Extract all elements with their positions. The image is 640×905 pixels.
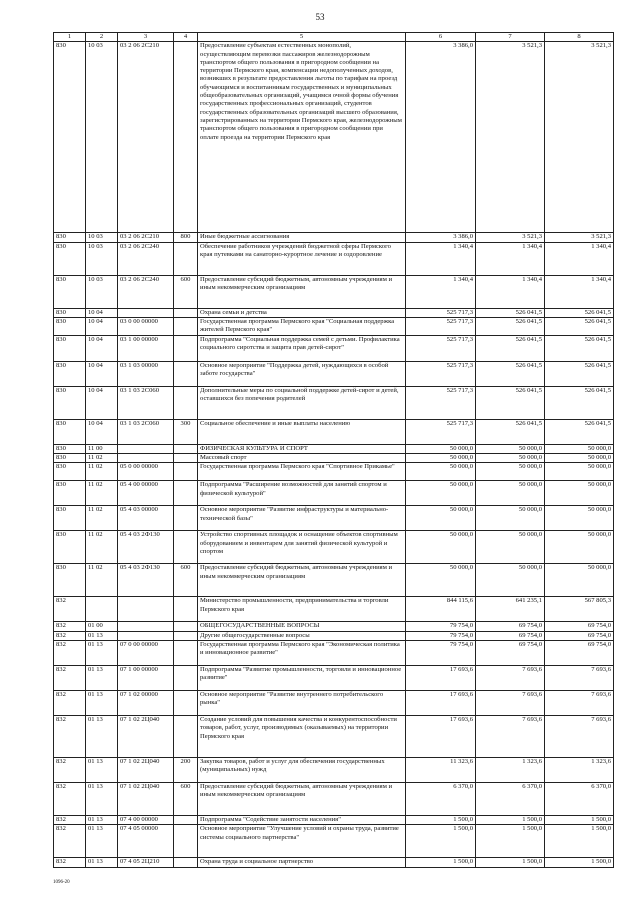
- amount-year1-cell: 6 370,0: [406, 783, 476, 816]
- amount-year2-cell: 641 235,1: [476, 597, 545, 622]
- target-article-cell: 07 4 00 00000: [118, 816, 174, 825]
- amount-year2-cell: 7 693,6: [476, 666, 545, 691]
- description-cell: Подпрограмма "Развитие промышленности, торговли и инновационное развитие": [198, 666, 406, 691]
- target-article-cell: 05 4 03 2Ф130: [118, 531, 174, 564]
- ministry-code-cell: 832: [54, 622, 86, 631]
- amount-year2-cell: 3 521,3: [476, 42, 545, 233]
- ministry-code-cell: 830: [54, 42, 86, 233]
- amount-year1-cell: 79 754,0: [406, 641, 476, 666]
- header-cell: 5: [198, 33, 406, 42]
- expense-type-cell: [174, 42, 198, 233]
- target-article-cell: 07 1 02 00000: [118, 691, 174, 716]
- target-article-cell: 05 0 00 00000: [118, 463, 174, 481]
- amount-year3-cell: 6 370,0: [545, 783, 614, 816]
- amount-year2-cell: 6 370,0: [476, 783, 545, 816]
- table-row: [54, 641, 614, 666]
- target-article-cell: [118, 308, 174, 317]
- amount-year3-cell: 526 041,5: [545, 361, 614, 386]
- amount-year1-cell: 844 115,6: [406, 597, 476, 622]
- amount-year3-cell: 3 521,3: [545, 42, 614, 233]
- description-cell: Подпрограмма "Социальная поддержка семей с детьми. Профилактика социального сиротства и защита прав детей-сирот": [198, 335, 406, 361]
- expense-type-cell: [174, 666, 198, 691]
- section-code-cell: [86, 597, 118, 622]
- header-cell: 3: [118, 33, 174, 42]
- ministry-code-cell: 830: [54, 317, 86, 335]
- target-article-cell: 07 4 05 00000: [118, 825, 174, 858]
- header-cell: 6: [406, 33, 476, 42]
- amount-year3-cell: 50 000,0: [545, 454, 614, 463]
- amount-year2-cell: 526 041,5: [476, 419, 545, 444]
- table-row: [54, 275, 614, 308]
- target-article-cell: 05 4 00 00000: [118, 481, 174, 506]
- expense-type-cell: [174, 463, 198, 481]
- amount-year2-cell: 526 041,5: [476, 361, 545, 386]
- section-code-cell: 10 04: [86, 361, 118, 386]
- section-code-cell: 01 13: [86, 716, 118, 758]
- target-article-cell: [118, 444, 174, 453]
- description-cell: Основное мероприятие "Поддержка детей, нуждающихся в особой заботе государства": [198, 361, 406, 386]
- expense-type-cell: [174, 641, 198, 666]
- target-article-cell: 03 1 00 00000: [118, 335, 174, 361]
- expense-type-cell: 300: [174, 419, 198, 444]
- table-row: [54, 597, 614, 622]
- section-code-cell: 01 13: [86, 816, 118, 825]
- section-code-cell: 01 13: [86, 631, 118, 640]
- ministry-code-cell: 830: [54, 361, 86, 386]
- header-cell: 8: [545, 33, 614, 42]
- amount-year3-cell: 69 754,0: [545, 641, 614, 666]
- description-cell: ОБЩЕГОСУДАРСТВЕННЫЕ ВОПРОСЫ: [198, 622, 406, 631]
- table-row: [54, 622, 614, 631]
- amount-year3-cell: 1 340,4: [545, 242, 614, 275]
- expense-type-cell: [174, 454, 198, 463]
- amount-year2-cell: 526 041,5: [476, 386, 545, 419]
- table-row: [54, 361, 614, 386]
- amount-year3-cell: 7 693,6: [545, 666, 614, 691]
- amount-year1-cell: 17 693,6: [406, 691, 476, 716]
- description-cell: Обеспечение работников учреждений бюджетной сферы Пермского края путевками на санаторно-курортное лечение и оздоровление: [198, 242, 406, 275]
- amount-year2-cell: 1 500,0: [476, 858, 545, 867]
- amount-year2-cell: 7 693,6: [476, 716, 545, 758]
- expense-type-cell: [174, 481, 198, 506]
- amount-year1-cell: 1 500,0: [406, 858, 476, 867]
- amount-year2-cell: 50 000,0: [476, 444, 545, 453]
- section-code-cell: 01 13: [86, 641, 118, 666]
- amount-year1-cell: 1 500,0: [406, 825, 476, 858]
- target-article-cell: 03 2 06 2С240: [118, 275, 174, 308]
- section-code-cell: 10 03: [86, 275, 118, 308]
- ministry-code-cell: 830: [54, 419, 86, 444]
- ministry-code-cell: 832: [54, 597, 86, 622]
- target-article-cell: 07 4 05 2Ц210: [118, 858, 174, 867]
- ministry-code-cell: 830: [54, 564, 86, 597]
- table-row: [54, 317, 614, 335]
- section-code-cell: 11 02: [86, 481, 118, 506]
- section-code-cell: 10 04: [86, 419, 118, 444]
- target-article-cell: 03 2 06 2С240: [118, 242, 174, 275]
- amount-year1-cell: 1 500,0: [406, 816, 476, 825]
- expense-type-cell: 200: [174, 758, 198, 783]
- amount-year1-cell: 50 000,0: [406, 454, 476, 463]
- amount-year3-cell: 1 323,6: [545, 758, 614, 783]
- section-code-cell: 11 02: [86, 463, 118, 481]
- amount-year1-cell: 3 386,0: [406, 42, 476, 233]
- amount-year3-cell: 50 000,0: [545, 506, 614, 531]
- table-row: [54, 858, 614, 867]
- section-code-cell: 01 13: [86, 783, 118, 816]
- description-cell: Создание условий для повышения качества и конкурентоспособности товаров, работ, услуг, производимых (оказываемых) на территории Пермского края: [198, 716, 406, 758]
- amount-year1-cell: 3 386,0: [406, 233, 476, 242]
- description-cell: Подпрограмма "Содействие занятости населения": [198, 816, 406, 825]
- table-row: [54, 825, 614, 858]
- expense-type-cell: [174, 622, 198, 631]
- amount-year3-cell: 1 500,0: [545, 858, 614, 867]
- ministry-code-cell: 830: [54, 275, 86, 308]
- description-cell: Основное мероприятие "Развитие инфраструктуры и материально-технической базы": [198, 506, 406, 531]
- target-article-cell: 07 0 00 00000: [118, 641, 174, 666]
- ministry-code-cell: 830: [54, 463, 86, 481]
- description-cell: Предоставление субъектам естественных монополий, осуществляющим перевозки пассажиров железнодорожным транспортом общего пользования в пригородном сообщении на территории Пермского края, компенсации недополученных доходов, возникших в результате предоставления льготы по тарифам на проезд обучающимся и воспитанникам государственных и муниципальных общеобразовательных организаций, учащимся очной формы обучения государственных профессиональных организаций, студентов государственных образовательных организаций высшего образования, зарегистрированных на территории Пермского края, железнодорожным транспортом общего пользования в пригородном сообщении при оплате проезда на территории Пермского края: [198, 42, 406, 233]
- ministry-code-cell: 830: [54, 308, 86, 317]
- description-cell: Государственная программа Пермского края "Спортивное Прикамье": [198, 463, 406, 481]
- expense-type-cell: [174, 308, 198, 317]
- ministry-code-cell: 830: [54, 481, 86, 506]
- amount-year1-cell: 525 717,3: [406, 317, 476, 335]
- section-code-cell: 10 03: [86, 233, 118, 242]
- expense-type-cell: [174, 242, 198, 275]
- amount-year3-cell: 50 000,0: [545, 531, 614, 564]
- ministry-code-cell: 830: [54, 506, 86, 531]
- table-row: [54, 463, 614, 481]
- description-cell: Министерство промышленности, предпринимательства и торговли Пермского края: [198, 597, 406, 622]
- description-cell: Государственная программа Пермского края "Экономическая политика и инновационное развитие": [198, 641, 406, 666]
- table-row: [54, 335, 614, 361]
- table-row: [54, 783, 614, 816]
- amount-year1-cell: 50 000,0: [406, 463, 476, 481]
- expense-type-cell: [174, 317, 198, 335]
- ministry-code-cell: 830: [54, 531, 86, 564]
- description-cell: Устройство спортивных площадок и оснащение объектов спортивным оборудованием и инвентарем для занятий физической культурой и спортом: [198, 531, 406, 564]
- target-article-cell: 03 1 03 2С060: [118, 386, 174, 419]
- table-body: [54, 42, 614, 867]
- ministry-code-cell: 832: [54, 783, 86, 816]
- description-cell: Государственная программа Пермского края "Социальная поддержка жителей Пермского края": [198, 317, 406, 335]
- amount-year1-cell: 525 717,3: [406, 386, 476, 419]
- header-cell: 7: [476, 33, 545, 42]
- amount-year2-cell: 69 754,0: [476, 631, 545, 640]
- amount-year3-cell: 7 693,6: [545, 691, 614, 716]
- section-code-cell: 11 02: [86, 454, 118, 463]
- amount-year3-cell: 1 500,0: [545, 825, 614, 858]
- target-article-cell: [118, 454, 174, 463]
- section-code-cell: 11 02: [86, 531, 118, 564]
- amount-year2-cell: 50 000,0: [476, 463, 545, 481]
- amount-year1-cell: 50 000,0: [406, 564, 476, 597]
- target-article-cell: 03 0 00 00000: [118, 317, 174, 335]
- amount-year2-cell: 69 754,0: [476, 641, 545, 666]
- ministry-code-cell: 832: [54, 825, 86, 858]
- expense-type-cell: [174, 816, 198, 825]
- amount-year2-cell: 50 000,0: [476, 454, 545, 463]
- amount-year3-cell: 50 000,0: [545, 564, 614, 597]
- section-code-cell: 10 04: [86, 386, 118, 419]
- table-row: [54, 564, 614, 597]
- description-cell: Дополнительные меры по социальной поддержке детей-сирот и детей, оставшихся без попечения родителей: [198, 386, 406, 419]
- table-row: [54, 816, 614, 825]
- amount-year2-cell: 3 521,3: [476, 233, 545, 242]
- ministry-code-cell: 832: [54, 816, 86, 825]
- amount-year3-cell: 50 000,0: [545, 481, 614, 506]
- amount-year2-cell: 50 000,0: [476, 481, 545, 506]
- target-article-cell: 07 1 02 2Ц040: [118, 758, 174, 783]
- description-cell: Охрана семьи и детства: [198, 308, 406, 317]
- amount-year1-cell: 17 693,6: [406, 666, 476, 691]
- amount-year3-cell: 1 340,4: [545, 275, 614, 308]
- header-cell: 4: [174, 33, 198, 42]
- amount-year1-cell: 11 323,6: [406, 758, 476, 783]
- section-code-cell: 10 03: [86, 42, 118, 233]
- table-row: [54, 42, 614, 233]
- section-code-cell: 01 13: [86, 858, 118, 867]
- section-code-cell: 10 04: [86, 335, 118, 361]
- expense-type-cell: [174, 597, 198, 622]
- table-row: [54, 531, 614, 564]
- expense-type-cell: 600: [174, 564, 198, 597]
- expense-type-cell: [174, 825, 198, 858]
- ministry-code-cell: 832: [54, 858, 86, 867]
- ministry-code-cell: 832: [54, 716, 86, 758]
- amount-year3-cell: 526 041,5: [545, 335, 614, 361]
- description-cell: Другие общегосударственные вопросы: [198, 631, 406, 640]
- ministry-code-cell: 832: [54, 691, 86, 716]
- description-cell: Основное мероприятие "Развитие внутреннего потребительского рынка": [198, 691, 406, 716]
- amount-year3-cell: 526 041,5: [545, 317, 614, 335]
- target-article-cell: 07 1 02 2Ц040: [118, 783, 174, 816]
- expense-type-cell: [174, 531, 198, 564]
- ministry-code-cell: 832: [54, 641, 86, 666]
- section-code-cell: 01 13: [86, 825, 118, 858]
- description-cell: ФИЗИЧЕСКАЯ КУЛЬТУРА И СПОРТ: [198, 444, 406, 453]
- amount-year1-cell: 50 000,0: [406, 481, 476, 506]
- table-header-row: [54, 33, 614, 42]
- ministry-code-cell: 830: [54, 444, 86, 453]
- description-cell: Иные бюджетные ассигнования: [198, 233, 406, 242]
- ministry-code-cell: 830: [54, 335, 86, 361]
- footer-code: 1096-20: [53, 880, 70, 885]
- expense-type-cell: [174, 444, 198, 453]
- page-number: 53: [315, 12, 325, 22]
- table-row: [54, 666, 614, 691]
- description-cell: Массовый спорт: [198, 454, 406, 463]
- amount-year2-cell: 50 000,0: [476, 506, 545, 531]
- table-row: [54, 691, 614, 716]
- table-row: [54, 716, 614, 758]
- target-article-cell: 07 1 02 2Ц040: [118, 716, 174, 758]
- target-article-cell: 03 1 03 2С060: [118, 419, 174, 444]
- expense-type-cell: [174, 691, 198, 716]
- amount-year1-cell: 50 000,0: [406, 506, 476, 531]
- amount-year2-cell: 526 041,5: [476, 335, 545, 361]
- table-row: [54, 506, 614, 531]
- expense-type-cell: [174, 716, 198, 758]
- amount-year1-cell: 525 717,3: [406, 419, 476, 444]
- description-cell: Закупка товаров, работ и услуг для обеспечения государственных (муниципальных) нужд: [198, 758, 406, 783]
- target-article-cell: [118, 631, 174, 640]
- expense-type-cell: [174, 335, 198, 361]
- description-cell: Предоставление субсидий бюджетным, автономным учреждениям и иным некоммерческим организациям: [198, 564, 406, 597]
- amount-year3-cell: 7 693,6: [545, 716, 614, 758]
- amount-year2-cell: 1 500,0: [476, 816, 545, 825]
- target-article-cell: 03 1 03 00000: [118, 361, 174, 386]
- ministry-code-cell: 830: [54, 233, 86, 242]
- expense-type-cell: 800: [174, 233, 198, 242]
- description-cell: Социальное обеспечение и иные выплаты населению: [198, 419, 406, 444]
- amount-year3-cell: 3 521,3: [545, 233, 614, 242]
- amount-year2-cell: 1 323,6: [476, 758, 545, 783]
- target-article-cell: [118, 597, 174, 622]
- amount-year3-cell: 526 041,5: [545, 308, 614, 317]
- amount-year1-cell: 50 000,0: [406, 531, 476, 564]
- amount-year1-cell: 1 340,4: [406, 275, 476, 308]
- ministry-code-cell: 832: [54, 758, 86, 783]
- section-code-cell: 11 00: [86, 444, 118, 453]
- target-article-cell: 07 1 00 00000: [118, 666, 174, 691]
- amount-year1-cell: 1 340,4: [406, 242, 476, 275]
- table-row: [54, 758, 614, 783]
- section-code-cell: 10 04: [86, 308, 118, 317]
- ministry-code-cell: 832: [54, 631, 86, 640]
- amount-year2-cell: 69 754,0: [476, 622, 545, 631]
- description-cell: Подпрограмма "Расширение возможностей для занятий спортом и физической культурой": [198, 481, 406, 506]
- amount-year1-cell: 50 000,0: [406, 444, 476, 453]
- ministry-code-cell: 832: [54, 666, 86, 691]
- expense-type-cell: [174, 386, 198, 419]
- amount-year2-cell: 1 500,0: [476, 825, 545, 858]
- amount-year3-cell: 69 754,0: [545, 631, 614, 640]
- target-article-cell: 03 2 06 2С210: [118, 42, 174, 233]
- header-cell: 1: [54, 33, 86, 42]
- table-row: [54, 454, 614, 463]
- amount-year2-cell: 50 000,0: [476, 564, 545, 597]
- target-article-cell: 05 4 03 00000: [118, 506, 174, 531]
- section-code-cell: 11 02: [86, 564, 118, 597]
- ministry-code-cell: 830: [54, 454, 86, 463]
- expense-type-cell: 600: [174, 275, 198, 308]
- amount-year2-cell: 1 340,4: [476, 242, 545, 275]
- amount-year2-cell: 1 340,4: [476, 275, 545, 308]
- table-row: [54, 631, 614, 640]
- amount-year2-cell: 7 693,6: [476, 691, 545, 716]
- amount-year1-cell: 525 717,3: [406, 335, 476, 361]
- target-article-cell: 05 4 03 2Ф130: [118, 564, 174, 597]
- amount-year3-cell: 50 000,0: [545, 444, 614, 453]
- section-code-cell: 10 04: [86, 317, 118, 335]
- target-article-cell: 03 2 06 2С210: [118, 233, 174, 242]
- description-cell: Предоставление субсидий бюджетным, автономным учреждениям и иным некоммерческим организациям: [198, 275, 406, 308]
- table-row: [54, 308, 614, 317]
- description-cell: Охрана труда и социальное партнерство: [198, 858, 406, 867]
- amount-year3-cell: 69 754,0: [545, 622, 614, 631]
- expense-type-cell: [174, 506, 198, 531]
- amount-year1-cell: 525 717,3: [406, 308, 476, 317]
- description-cell: Основное мероприятие "Улучшение условий и охраны труда, развитие системы социального партнерства": [198, 825, 406, 858]
- amount-year3-cell: 50 000,0: [545, 463, 614, 481]
- table-row: [54, 386, 614, 419]
- amount-year1-cell: 79 754,0: [406, 622, 476, 631]
- ministry-code-cell: 830: [54, 386, 86, 419]
- amount-year3-cell: 526 041,5: [545, 419, 614, 444]
- table-row: [54, 242, 614, 275]
- table-row: [54, 419, 614, 444]
- amount-year2-cell: 526 041,5: [476, 308, 545, 317]
- section-code-cell: 01 00: [86, 622, 118, 631]
- table-row: [54, 481, 614, 506]
- amount-year1-cell: 17 693,6: [406, 716, 476, 758]
- table-row: [54, 233, 614, 242]
- section-code-cell: 01 13: [86, 666, 118, 691]
- expense-type-cell: [174, 361, 198, 386]
- ministry-code-cell: 830: [54, 242, 86, 275]
- description-cell: Предоставление субсидий бюджетным, автономным учреждениям и иным некоммерческим организациям: [198, 783, 406, 816]
- amount-year3-cell: 567 805,3: [545, 597, 614, 622]
- table-row: [54, 444, 614, 453]
- amount-year2-cell: 526 041,5: [476, 317, 545, 335]
- amount-year2-cell: 50 000,0: [476, 531, 545, 564]
- section-code-cell: 01 13: [86, 758, 118, 783]
- section-code-cell: 01 13: [86, 691, 118, 716]
- expense-type-cell: [174, 631, 198, 640]
- expense-type-cell: 600: [174, 783, 198, 816]
- expense-type-cell: [174, 858, 198, 867]
- header-cell: 2: [86, 33, 118, 42]
- section-code-cell: 10 03: [86, 242, 118, 275]
- target-article-cell: [118, 622, 174, 631]
- amount-year3-cell: 526 041,5: [545, 386, 614, 419]
- budget-table: [53, 32, 614, 868]
- amount-year3-cell: 1 500,0: [545, 816, 614, 825]
- amount-year1-cell: 525 717,3: [406, 361, 476, 386]
- amount-year1-cell: 79 754,0: [406, 631, 476, 640]
- section-code-cell: 11 02: [86, 506, 118, 531]
